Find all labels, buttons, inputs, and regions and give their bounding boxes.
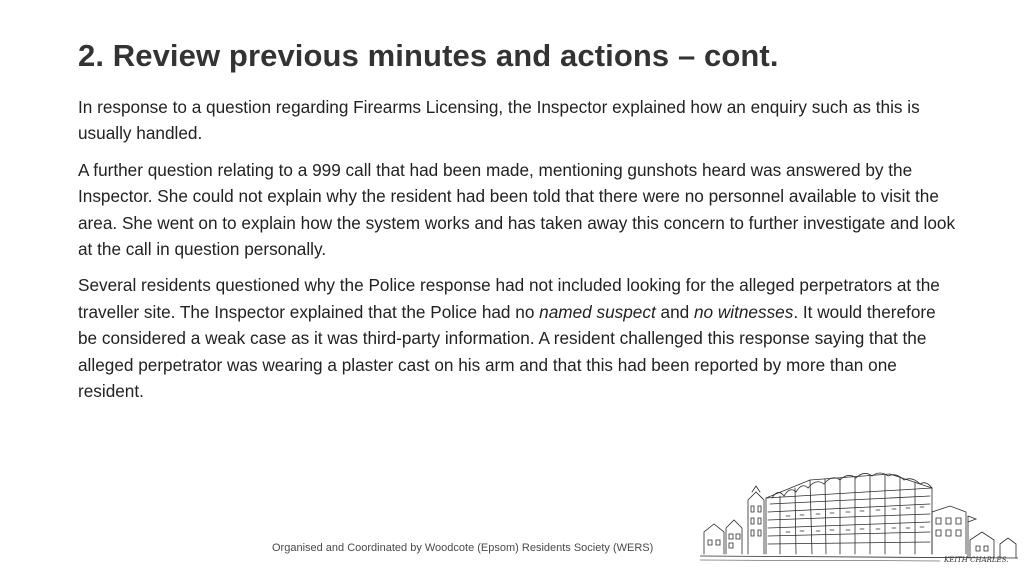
paragraph-999-call: A further question relating to a 999 call that had been made, mentioning gunshots heard was answered by the Inspector. She could not explain why the resident had been told that there were no personnel available to visit the area. She went on to explain how the system works and has taken away this concern to further investigate and look at the call in question personally. xyxy=(78,159,956,260)
paragraph-text: and xyxy=(655,301,694,322)
paragraph-text: . It would therefore be considered a weak case as it was third-party information. A resident challenged this response saying that the alleged perpetrator was wearing a plaster cast on his arm and that this had been reported by more than one resident. xyxy=(78,301,936,402)
artist-signature: KEITH CHARLES. xyxy=(944,556,1009,564)
emphasis-named-suspect: named suspect xyxy=(539,301,656,322)
emphasis-no-witnesses: no witnesses xyxy=(693,301,794,322)
footer-text: Organised and Coordinated by Woodcote (Epsom) Residents Society (WERS) xyxy=(272,542,654,554)
slide-body xyxy=(78,94,958,414)
slide-title: 2. Review previous minutes and actions – cont. xyxy=(78,38,779,73)
paragraph-firearms: In response to a question regarding Firearms Licensing, the Inspector explained how an enquiry such as this is usually handled. xyxy=(78,97,920,144)
paragraph-traveller-site xyxy=(78,272,958,404)
paragraph-text: Several residents questioned why the Police response had not included looking for the alleged perpetrators at the traveller site. The Inspector explained that the Police had no xyxy=(78,275,940,322)
